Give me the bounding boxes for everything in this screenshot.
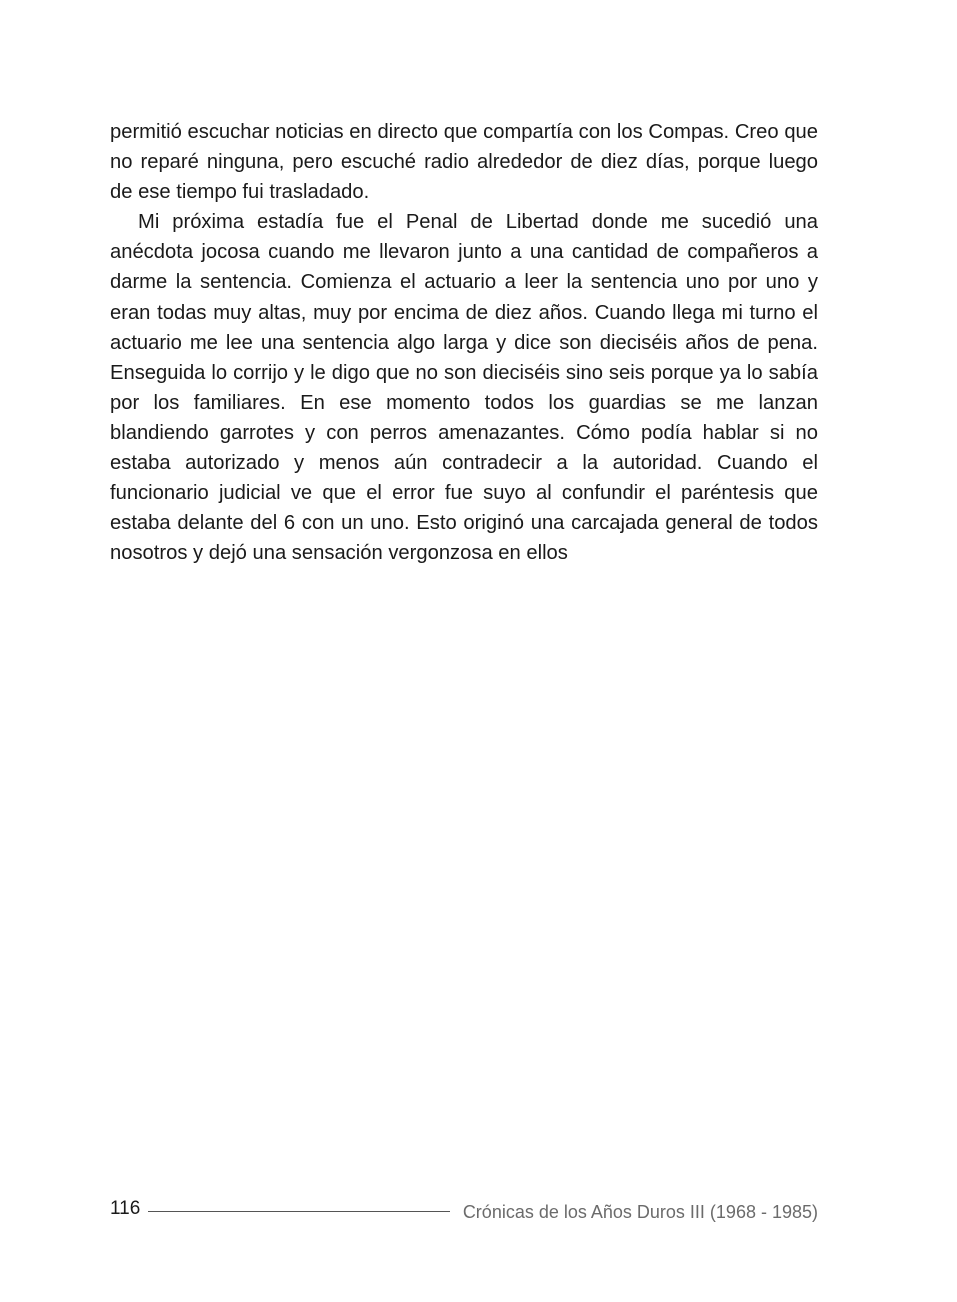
paragraph-continued: permitió escuchar noticias en directo que compartía con los Compas. Creo que no reparé ninguna, pero escuché radio alrededor de diez días, porque luego de ese tiempo fui trasladado.: [110, 121, 818, 204]
paragraph: Mi próxima estadía fue el Penal de Libertad donde me sucedió una anécdota jocosa cuando me llevaron junto a una cantidad de compañeros a darme la sentencia. Comienza el actuario a leer la sentencia uno por uno y eran todas muy altas, muy por encima de diez años. Cuando llega mi turno el actuario me lee una sentencia algo larga y dice son dieciséis años de pena. Enseguida lo corrijo y le digo que no son dieciséis sino seis porque ya lo sabía por los familiares. En ese momento todos los guardias se me lanzan blandiendo garrotes y con perros amenazantes. Cómo podía hablar si no estaba autorizado y menos aún contradecir a la autoridad. Cuando el funcionario judicial ve que el error fue suyo al confundir el paréntesis que estaba delante del 6 con un uno. Esto originó una carcajada general de todos nosotros y dejó una sensación vergonzosa en ellos: [110, 211, 818, 565]
running-title: Crónicas de los Años Duros III (1968 - 1985): [462, 1202, 818, 1222]
footer-divider: [148, 1211, 450, 1212]
body-text: [110, 117, 818, 568]
page-number: 116: [110, 1198, 141, 1219]
page-footer: [110, 1196, 818, 1224]
